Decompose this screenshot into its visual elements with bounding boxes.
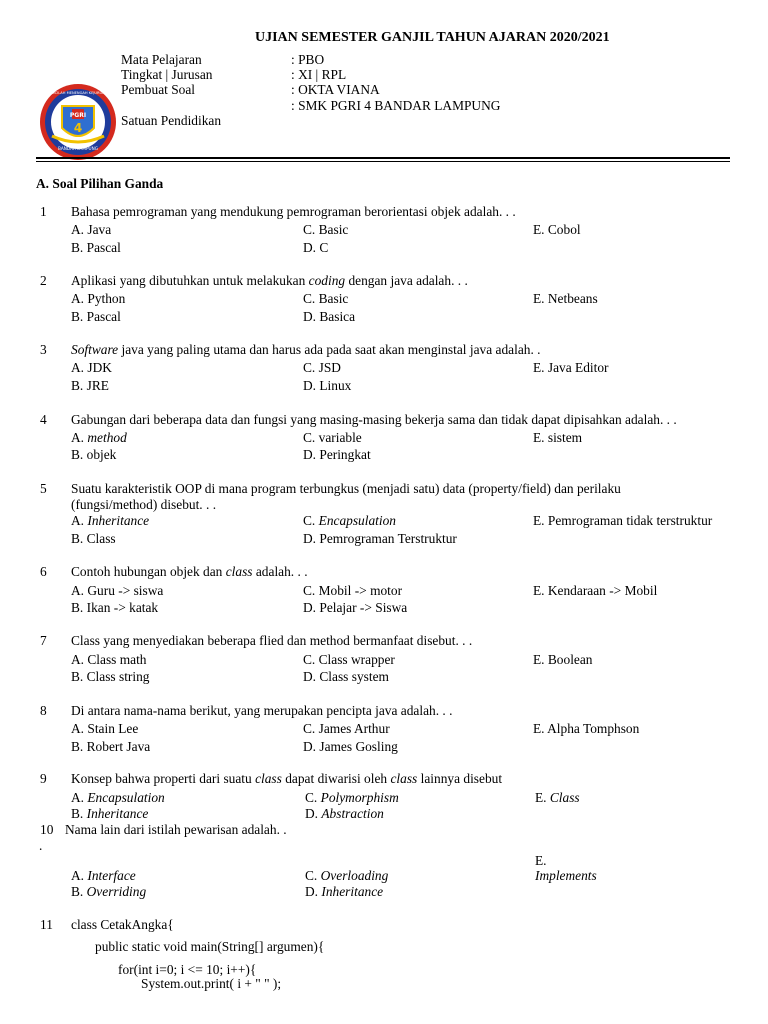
question-number: 8 — [40, 703, 47, 718]
option-d: D. Peringkat — [303, 447, 371, 462]
option-d: D. Abstraction — [305, 806, 384, 821]
question-text: Konsep bahwa properti dari suatu class dapat diwarisi oleh class lainnya disebut — [71, 771, 503, 786]
question-number: 4 — [40, 412, 47, 427]
option-b: B. Class string — [71, 669, 150, 684]
option-e: E. Pemrograman tidak terstruktur — [533, 513, 713, 528]
option-b: B. Overriding — [71, 884, 147, 899]
option-a: A. Inheritance — [71, 513, 150, 528]
question-text: Contoh hubungan objek dan class adalah. . . — [71, 564, 308, 579]
option-c: C. Encapsulation — [303, 513, 397, 528]
option-d: D. Class system — [303, 669, 389, 684]
code-line: public static void main(String[] argumen){ — [95, 939, 325, 954]
question-text: Aplikasi yang dibutuhkan untuk melakukan coding dengan java adalah. . . — [71, 273, 468, 288]
option-d: D. James Gosling — [303, 739, 398, 754]
option-e: E. Boolean — [533, 652, 593, 667]
header-divider-thick — [36, 157, 730, 159]
option-b: B. objek — [71, 447, 117, 462]
option-c: C. Class wrapper — [303, 652, 395, 667]
option-e: E. Kendaraan -> Mobil — [533, 583, 658, 598]
option-d: D. Inheritance — [305, 884, 384, 899]
field-label-subject: Mata Pelajaran — [121, 52, 202, 67]
option-a: A. Guru -> siswa — [71, 583, 164, 598]
option-d: D. C — [303, 240, 329, 255]
option-e: E. Class — [535, 790, 580, 805]
option-e: E. sistem — [533, 430, 583, 445]
option-b: B. Robert Java — [71, 739, 151, 754]
option-e-prefix: E. — [535, 853, 547, 868]
page-title: UJIAN SEMESTER GANJIL TAHUN AJARAN 2020/2021 — [255, 30, 610, 45]
option-b: B. Class — [71, 531, 116, 546]
question-number: 7 — [40, 633, 47, 648]
question-number: 1 — [40, 204, 47, 219]
field-value-school: : SMK PGRI 4 BANDAR LAMPUNG — [291, 98, 501, 113]
option-b: B. Pascal — [71, 309, 121, 324]
option-d: D. Pemrograman Terstruktur — [303, 531, 457, 546]
option-e: Implements — [535, 868, 597, 883]
question-number: 2 — [40, 273, 47, 288]
header-divider-thin — [36, 161, 730, 162]
option-b: B. Inheritance — [71, 806, 149, 821]
option-a: A. method — [71, 430, 127, 445]
option-b: B. Ikan -> katak — [71, 600, 159, 615]
option-e: E. Netbeans — [533, 291, 598, 306]
field-value-subject: : PBO — [291, 52, 325, 67]
code-line: System.out.print( i + " " ); — [141, 976, 282, 991]
option-c: C. JSD — [303, 360, 341, 375]
option-d: D. Basica — [303, 309, 356, 324]
option-a: A. Java — [71, 222, 112, 237]
field-value-author: : OKTA VIANA — [291, 82, 380, 97]
svg-text:SEKOLAH MENENGAH KEJURUAN: SEKOLAH MENENGAH KEJURUAN — [48, 91, 108, 95]
question-text: Bahasa pemrograman yang mendukung pemrograman berorientasi objek adalah. . . — [71, 204, 516, 219]
question-number: 11 — [40, 917, 53, 932]
question-text: Class yang menyediakan beberapa flied dan method bermanfaat disebut. . . — [71, 633, 473, 648]
question-text: Nama lain dari istilah pewarisan adalah. . — [65, 822, 287, 837]
option-c: C. Basic — [303, 222, 349, 237]
option-c: C. James Arthur — [303, 721, 390, 736]
question-text-line2: (fungsi/method) disebut. . . — [71, 497, 217, 512]
svg-text:BANDAR LAMPUNG: BANDAR LAMPUNG — [57, 146, 99, 151]
option-c: C. Overloading — [305, 868, 389, 883]
option-b: B. JRE — [71, 378, 109, 393]
question-text-line1: Suatu karakteristik OOP di mana program terbungkus (menjadi satu) data (property/field) dan perilaku — [71, 481, 621, 496]
field-value-grade: : XI | RPL — [291, 67, 347, 82]
stray-dot: . — [39, 838, 43, 853]
section-heading: A. Soal Pilihan Ganda — [36, 176, 164, 191]
option-e: E. Java Editor — [533, 360, 609, 375]
option-a: A. Stain Lee — [71, 721, 139, 736]
question-number: 9 — [40, 771, 47, 786]
option-a: A. JDK — [71, 360, 112, 375]
question-text: Gabungan dari beberapa data dan fungsi yang masing-masing bekerja sama dan tidak dapat dipisahkan adalah. . . — [71, 412, 677, 427]
option-a: A. Python — [71, 291, 126, 306]
question-text: Software java yang paling utama dan harus ada pada saat akan menginstal java adalah. . — [71, 342, 541, 357]
school-logo — [38, 82, 118, 162]
option-d: D. Pelajar -> Siswa — [303, 600, 408, 615]
svg-text:PGRI: PGRI — [69, 112, 87, 119]
field-label-institution: Satuan Pendidikan — [121, 113, 222, 128]
option-a: A. Interface — [71, 868, 136, 883]
code-line: for(int i=0; i <= 10; i++){ — [118, 962, 257, 977]
option-e: E. Alpha Tomphson — [533, 721, 640, 736]
option-a: A. Class math — [71, 652, 147, 667]
question-number: 5 — [40, 481, 47, 496]
option-d: D. Linux — [303, 378, 352, 393]
svg-text:4: 4 — [73, 121, 83, 135]
option-e: E. Cobol — [533, 222, 581, 237]
question-number: 3 — [40, 342, 47, 357]
code-line: class CetakAngka{ — [71, 917, 174, 932]
option-a: A. Encapsulation — [71, 790, 165, 805]
option-c: C. Polymorphism — [305, 790, 399, 805]
field-label-author: Pembuat Soal — [121, 82, 196, 97]
option-b: B. Pascal — [71, 240, 121, 255]
option-c: C. variable — [303, 430, 362, 445]
school-logo-icon — [38, 82, 118, 162]
field-label-grade: Tingkat | Jurusan — [121, 67, 213, 82]
option-c: C. Basic — [303, 291, 349, 306]
question-number: 6 — [40, 564, 47, 579]
option-c: C. Mobil -> motor — [303, 583, 403, 598]
question-text: Di antara nama-nama berikut, yang merupakan pencipta java adalah. . . — [71, 703, 453, 718]
question-number: 10 — [40, 822, 54, 837]
